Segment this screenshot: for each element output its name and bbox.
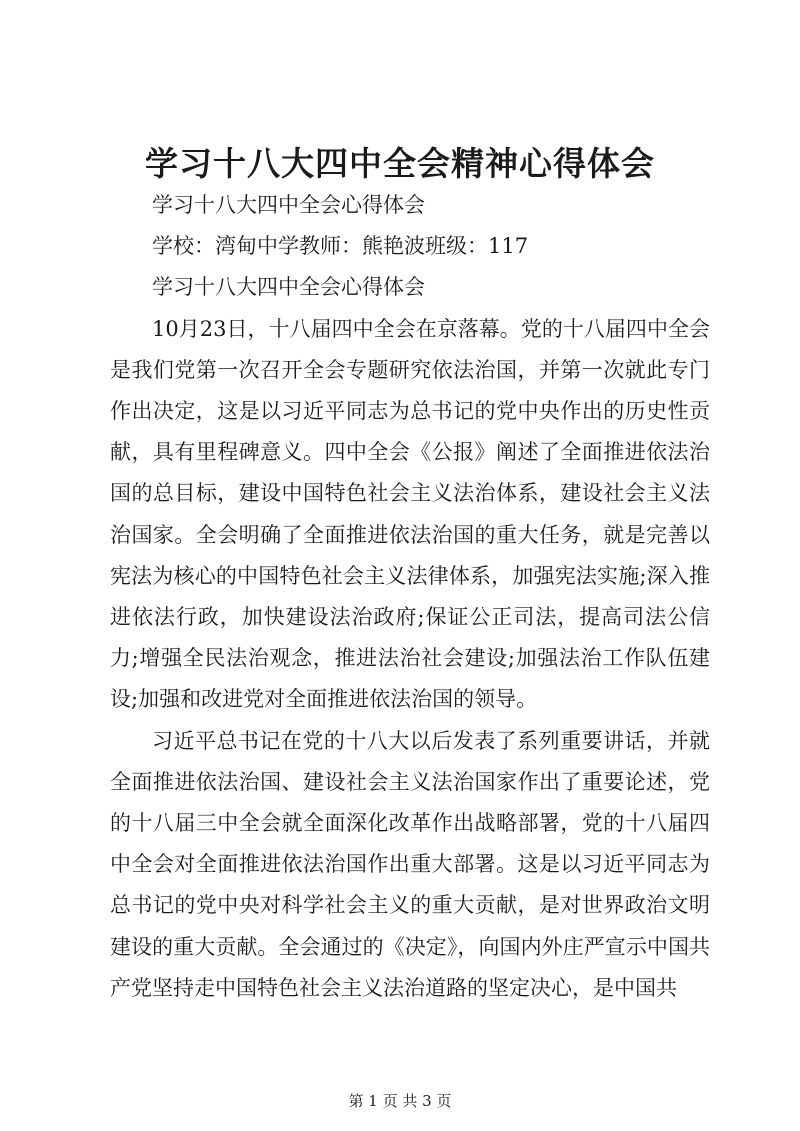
subtitle: 学习十八大四中全会心得体会 <box>152 193 425 217</box>
document-body <box>110 185 710 1009</box>
author-info: 学校：湾甸中学教师：熊艳波班级：117 <box>152 234 529 259</box>
page-title: 学习十八大四中全会精神心得体会 <box>145 144 655 183</box>
section-heading: 学习十八大四中全会心得体会 <box>152 275 425 300</box>
paragraph: 10月23日，十八届四中全会在京落幕。党的十八届四中全会是我们党第一次召开全会专题研究依法治国，并第一次就此专门作出决定，这是以习近平同志为总书记的党中央作出的历史性贡献，具有里程碑意义。四中全会《公报》阐述了全面推进依法治国的总目标，建设中国特色社会主义法治体系，建设社会主义法治国家。全会明确了全面推进依法治国的重大任务，就是完善以宪法为核心的中国特色社会主义法律体系，加强宪法实施;深入推进依法行政，加快建设法治政府;保证公正司法，提高司法公信力;增强全民法治观念，推进法治社会建设;加强法治工作队伍建设;加强和改进党对全面推进依法治国的领导。 <box>110 316 710 712</box>
page-footer: 第 1 页 共 3 页 <box>348 1092 452 1110</box>
paragraph: 习近平总书记在党的十八大以后发表了系列重要讲话，并就全面推进依法治国、建设社会主义法治国家作出了重要论述，党的十八届三中全会就全面深化改革作出战略部署，党的十八届四中全会对全面推进依法治国作出重大部署。这是以习近平同志为总书记的党中央对科学社会主义的重大贡献，是对世界政治文明建设的重大贡献。全会通过的《决定》，向国内外庄严宣示中国共产党坚持走中国特色社会主义法治道路的坚定决心，是中国共 <box>110 728 710 1000</box>
